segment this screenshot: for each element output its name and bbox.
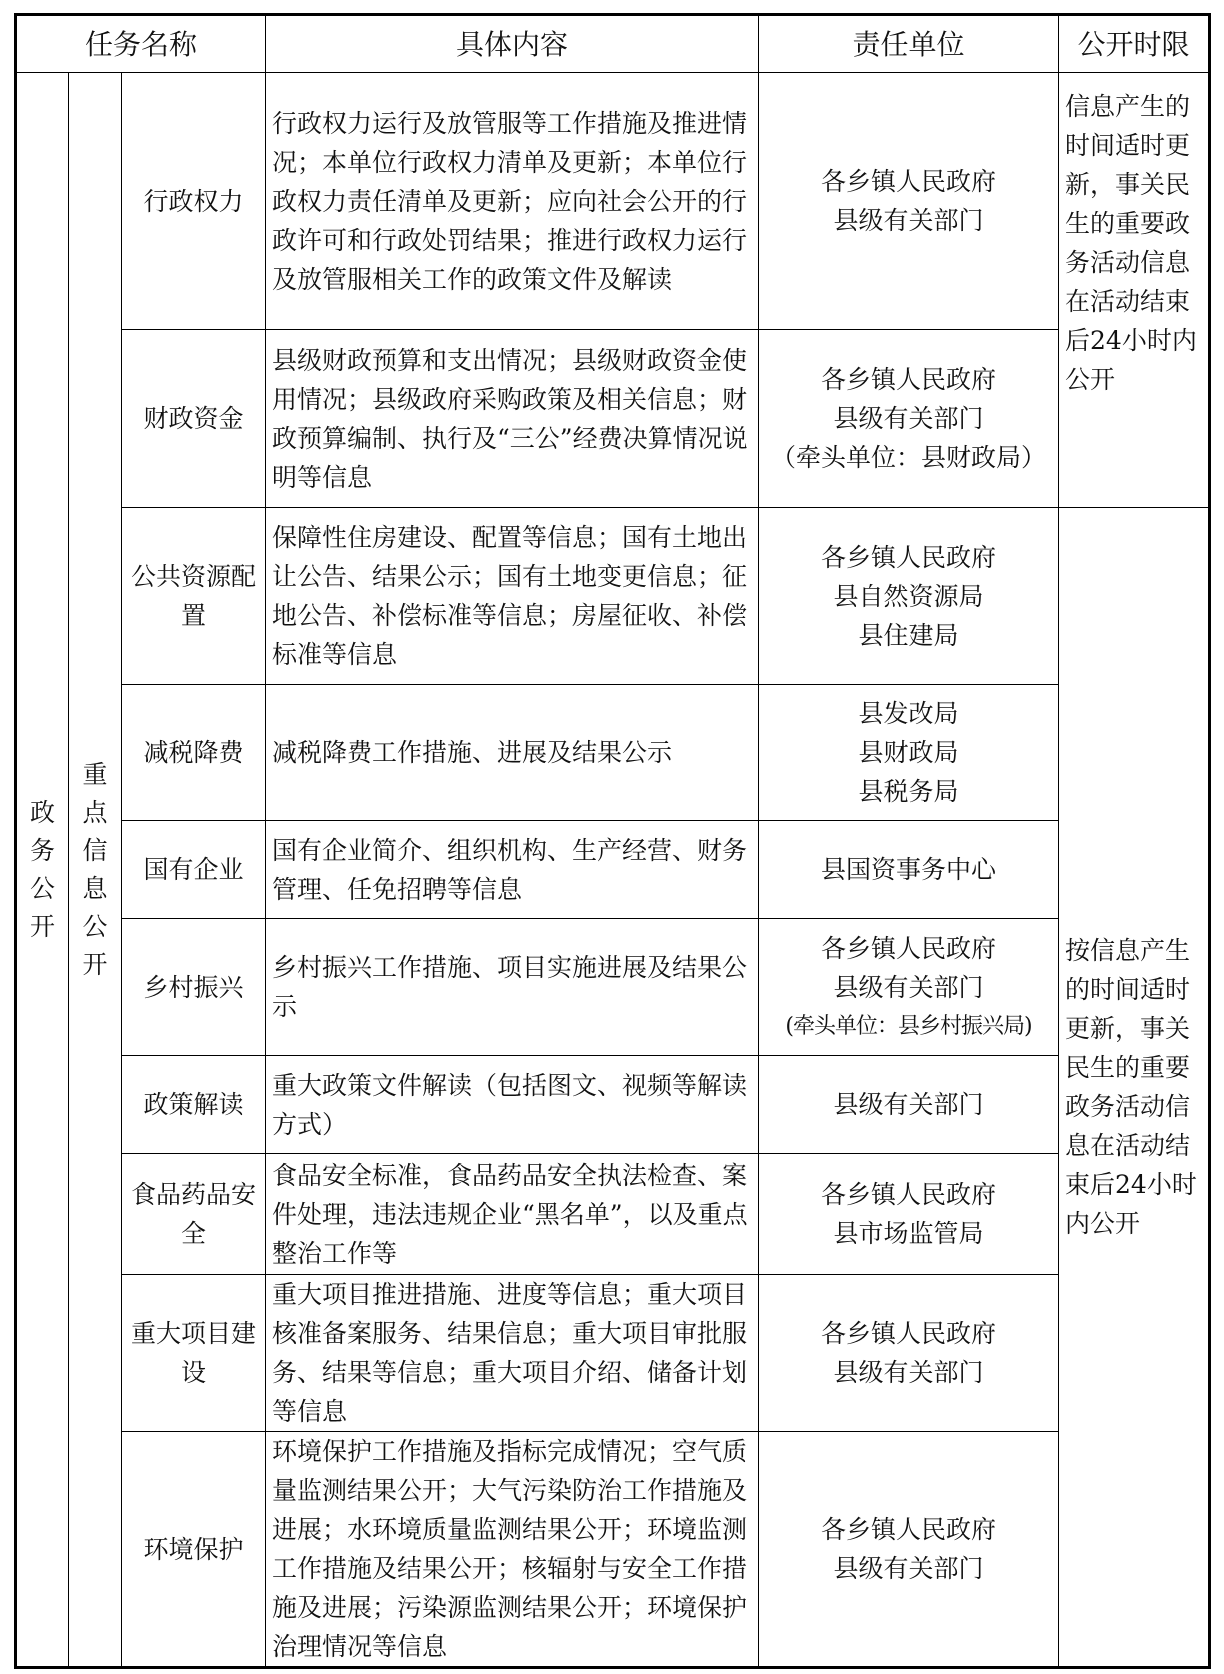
unit-line: 县住建局 [858, 620, 959, 650]
header-deadline: 公开时限 [1059, 15, 1210, 73]
table-row [16, 1154, 1210, 1275]
unit-cell [759, 685, 1059, 821]
unit-line: 各乡镇人民政府 [821, 167, 997, 196]
task-name-cell: 政策解读 [122, 1056, 266, 1154]
header-row [16, 15, 1210, 73]
category-cell: 政务公开 [16, 73, 69, 1668]
unit-line: 县级有关部门 [833, 206, 984, 235]
unit-cell [759, 1056, 1059, 1154]
unit-line: 各乡镇人民政府 [821, 933, 997, 963]
unit-cell [759, 330, 1059, 508]
content-cell: 食品安全标准，食品药品安全执法检查、案件处理，违法违规企业“黑名单”，以及重点整治工作等 [266, 1154, 759, 1275]
unit-line: 县国资事务中心 [821, 855, 997, 884]
unit-cell [759, 1432, 1059, 1668]
unit-line: 县市场监管局 [833, 1219, 984, 1248]
header-task-name: 任务名称 [16, 15, 266, 73]
table-row [16, 330, 1210, 508]
table-row [16, 919, 1210, 1056]
unit-line: 县级有关部门 [833, 1554, 984, 1583]
task-name-cell: 环境保护 [122, 1432, 266, 1668]
unit-cell [759, 508, 1059, 685]
unit-line: 县发改局 [858, 699, 959, 728]
content-cell: 环境保护工作措施及指标完成情况；空气质量监测结果公开；大气污染防治工作措施及进展；水环境质量监测结果公开；环境监测工作措施及结果公开；核辐射与安全工作措施及进展；污染源监测结果公开；环境保护治理情况等信息 [266, 1432, 759, 1668]
task-name-cell: 行政权力 [122, 73, 266, 330]
content-cell: 保障性住房建设、配置等信息；国有土地出让公告、结果公示；国有土地变更信息；征地公告、补偿标准等信息；房屋征收、补偿标准等信息 [266, 508, 759, 685]
unit-line: 县级有关部门 [833, 1358, 984, 1387]
content-cell: 减税降费工作措施、进展及结果公示 [266, 685, 759, 821]
unit-line: (牵头单位：县乡村振兴局) [785, 1013, 1032, 1039]
task-name-cell: 乡村振兴 [122, 919, 266, 1056]
unit-line: 县级有关部门 [833, 404, 984, 433]
unit-line: （牵头单位：县财政局） [771, 443, 1047, 472]
unit-line: 各乡镇人民政府 [821, 1180, 997, 1209]
unit-cell [759, 821, 1059, 919]
unit-line: 县级有关部门 [833, 972, 984, 1002]
table-row [16, 1056, 1210, 1154]
unit-line: 县财政局 [858, 738, 959, 767]
task-name-cell: 公共资源配置 [122, 508, 266, 685]
task-name-cell: 财政资金 [122, 330, 266, 508]
unit-line: 县自然资源局 [833, 581, 984, 611]
unit-line: 各乡镇人民政府 [821, 542, 997, 572]
table-row [16, 1275, 1210, 1432]
table-row [16, 73, 1210, 330]
header-unit: 责任单位 [759, 15, 1059, 73]
unit-line: 各乡镇人民政府 [821, 365, 997, 394]
content-cell: 县级财政预算和支出情况；县级财政资金使用情况；县级政府采购政策及相关信息；财政预算编制、执行及“三公”经费决算情况说明等信息 [266, 330, 759, 508]
table-row [16, 1432, 1210, 1668]
content-cell: 重大项目推进措施、进度等信息；重大项目核准备案服务、结果信息；重大项目审批服务、结果等信息；重大项目介绍、储备计划等信息 [266, 1275, 759, 1432]
table-row [16, 685, 1210, 821]
unit-cell [759, 1154, 1059, 1275]
disclosure-table [14, 13, 1211, 1669]
content-cell: 乡村振兴工作措施、项目实施进展及结果公示 [266, 919, 759, 1056]
content-cell: 行政权力运行及放管服等工作措施及推进情况；本单位行政权力清单及更新；本单位行政权力责任清单及更新；应向社会公开的行政许可和行政处罚结果；推进行政权力运行及放管服相关工作的政策文件及解读 [266, 73, 759, 330]
content-cell: 重大政策文件解读（包括图文、视频等解读方式） [266, 1056, 759, 1154]
table-row [16, 821, 1210, 919]
unit-cell [759, 919, 1059, 1056]
unit-line: 县税务局 [858, 777, 959, 806]
unit-line: 县级有关部门 [833, 1090, 984, 1119]
unit-cell [759, 73, 1059, 330]
unit-cell [759, 1275, 1059, 1432]
task-name-cell: 食品药品安全 [122, 1154, 266, 1275]
task-name-cell: 减税降费 [122, 685, 266, 821]
deadline-cell: 按信息产生的时间适时更新，事关民生的重要政务活动信息在活动结束后24小时内公开 [1059, 508, 1210, 1668]
unit-line: 各乡镇人民政府 [821, 1515, 997, 1544]
unit-line: 各乡镇人民政府 [821, 1319, 997, 1348]
content-cell: 国有企业简介、组织机构、生产经营、财务管理、任免招聘等信息 [266, 821, 759, 919]
task-name-cell: 国有企业 [122, 821, 266, 919]
table-row [16, 508, 1210, 685]
task-name-cell: 重大项目建设 [122, 1275, 266, 1432]
subcategory-cell: 重点信息公开 [69, 73, 122, 1668]
deadline-cell: 信息产生的时间适时更新，事关民生的重要政务活动信息在活动结束后24小时内公开 [1059, 73, 1210, 508]
header-content: 具体内容 [266, 15, 759, 73]
